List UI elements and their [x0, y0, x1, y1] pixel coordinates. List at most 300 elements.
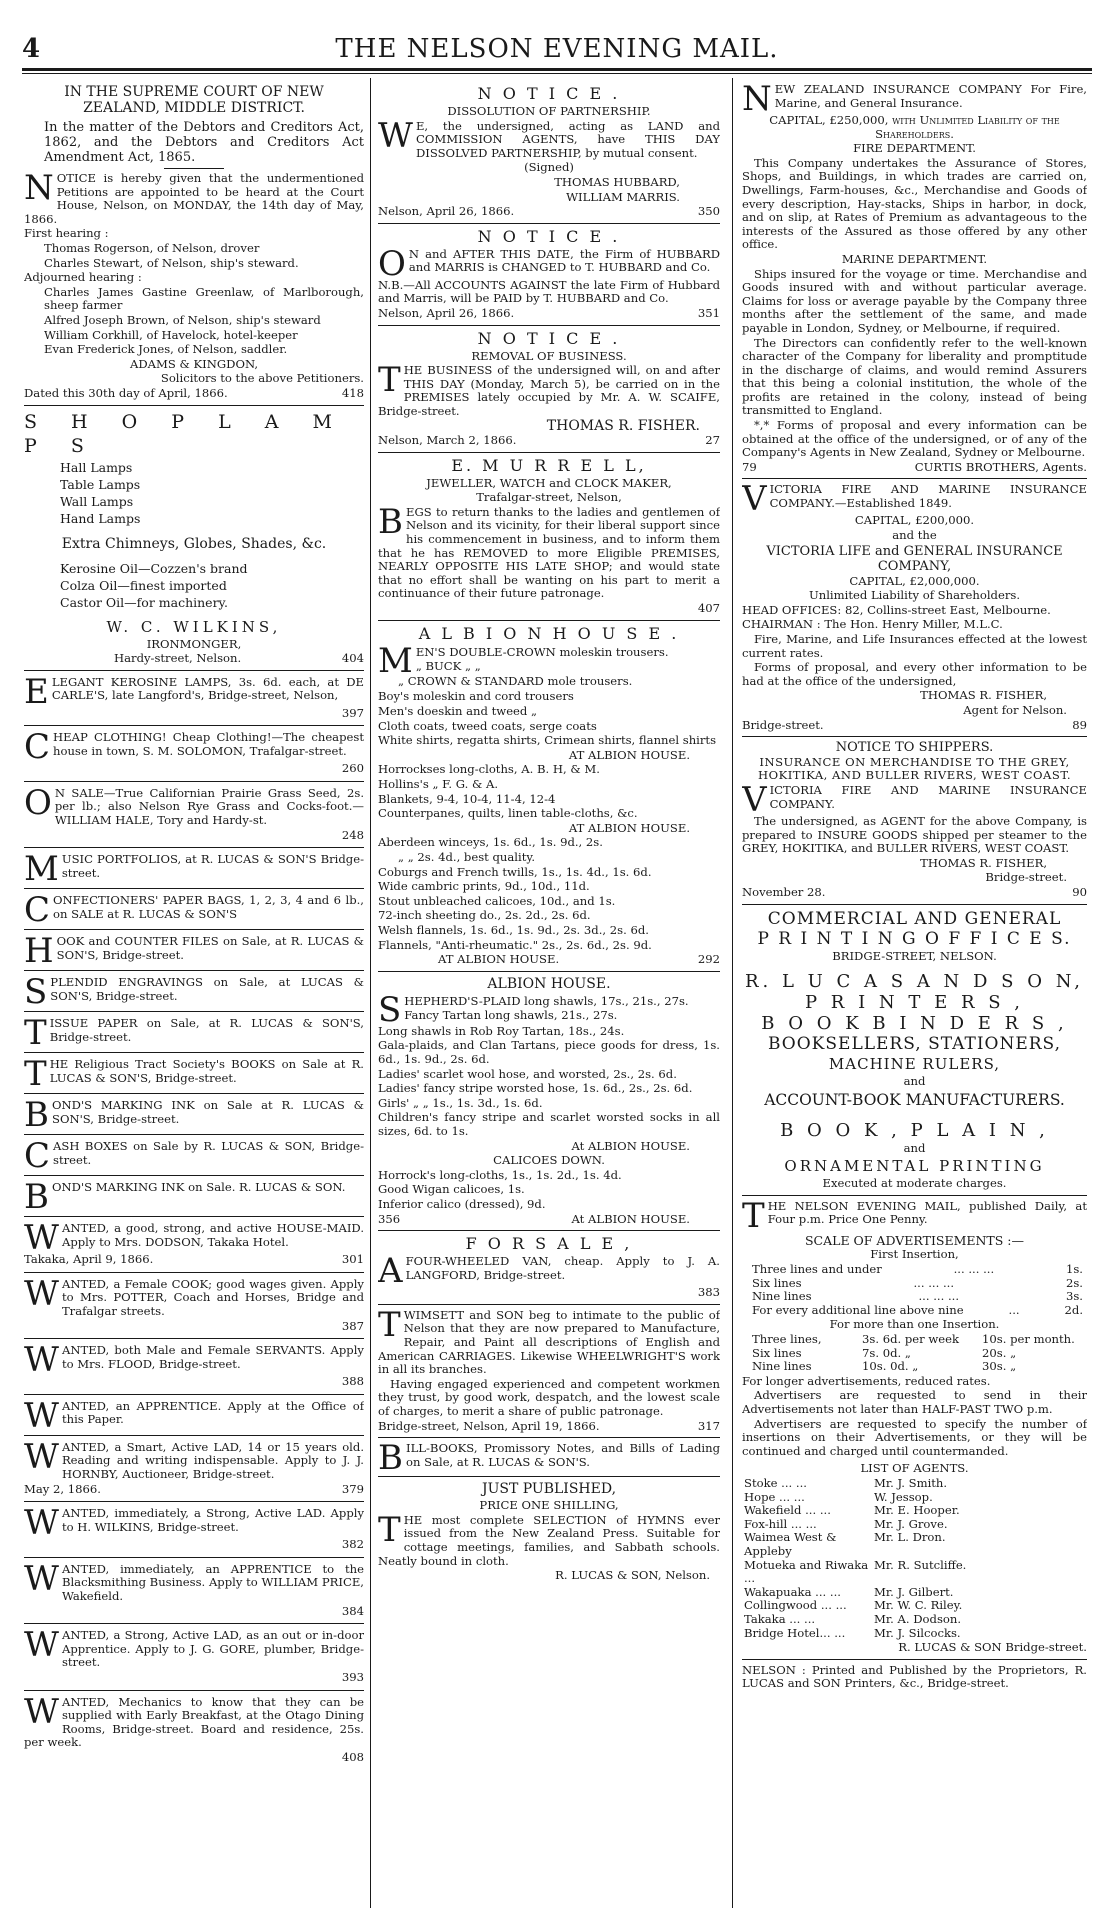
ad-number: 408: [341, 1749, 364, 1764]
oil-item: Kerosine Oil—Cozzen's brand: [60, 560, 248, 576]
nz-insurance-ad: [742, 83, 1087, 474]
classified-ad-text: ANTED, a good, strong, and active HOUSE-MAID. Apply to Mrs. DODSON, Takaka Hotel.: [61, 1222, 364, 1249]
classified-ad: [24, 1221, 364, 1268]
albion-line: Good Wigan calicoes, 1s.: [378, 1182, 525, 1197]
drop-cap: B: [378, 505, 403, 542]
longer-text: For longer advertisements, reduced rates.: [742, 1373, 991, 1388]
albion-line: Horrock's long-cloths, 1s., 1s. 2d., 1s. 4d.: [378, 1167, 622, 1182]
rate-week: 7s. 0d. „: [862, 1345, 911, 1360]
victoria-chairman: CHAIRMAN : The Hon. Henry Miller, M.L.C.: [742, 617, 1003, 632]
notice-body: [378, 248, 720, 278]
rate-row: [742, 1360, 1087, 1374]
agents-name: CURTIS BROTHERS, Agents.: [914, 459, 1087, 474]
printing-line: ORNAMENTAL PRINTING: [784, 1157, 1045, 1176]
drop-cap: O: [24, 786, 52, 823]
classified-ad: [24, 1399, 364, 1431]
agent-name: Mr. J. Grove.: [874, 1516, 948, 1531]
classified-ad-body: [24, 1099, 364, 1129]
fire-heading: FIRE DEPARTMENT.: [853, 141, 976, 156]
wilkins-address: Hardy-street, Nelson.: [114, 651, 242, 666]
agents-list: [742, 1477, 1087, 1640]
newspaper-title: THE NELSON EVENING MAIL.: [335, 34, 779, 64]
lamp-item: Wall Lamps: [60, 493, 134, 509]
classified-ad-text: ANTED, an APPRENTICE. Apply at the Office of this Paper.: [61, 1399, 364, 1427]
classified-ad-body: [24, 1507, 364, 1537]
ad-number: 292: [697, 952, 720, 967]
lamps-extra: Extra Chimneys, Globes, Shades, &c.: [61, 535, 327, 552]
albion-at: AT ALBION HOUSE.: [568, 820, 690, 835]
ad-number: 384: [341, 1603, 364, 1618]
murrell-text: EGS to return thanks to the ladies and gentlemen of Nelson and its vicinity, for their liberal support since his commencement in business, and to inform them that he has REMOVED to more Eligible PREMISES, NEARLY OPPOSITE HIS LATE SHOP; and would state that no effort shall be wanting on his part to merit a continuance of their future patronage.: [378, 505, 720, 601]
separator: [742, 904, 1087, 905]
court-body: [24, 172, 364, 226]
drop-cap: M: [24, 853, 59, 884]
ad-number: 418: [341, 385, 364, 400]
drop-cap: W: [24, 1277, 59, 1314]
court-matter: In the matter of the Debtors and Creditors Act, 1862, and the Debtors and Creditors Act Amendment Act, 1865.: [44, 120, 364, 165]
notice-heading: N O T I C E .: [477, 226, 621, 246]
drop-cap: W: [378, 119, 413, 156]
rate-value: 1s.: [1065, 1262, 1083, 1277]
published-signer: R. LUCAS & SON, Nelson.: [555, 1568, 710, 1583]
agent-name: Mr. J. Gilbert.: [874, 1584, 954, 1599]
shippers-agent-address: Bridge-street.: [985, 870, 1067, 885]
drop-cap: B: [24, 1099, 49, 1130]
agent-place: Stoke ... ...: [744, 1475, 807, 1490]
classified-ad-body: [24, 935, 364, 965]
classified-ad-text: ANTED, immediately, a Strong, Active LAD. Apply to H. WILKINS, Bridge-street.: [61, 1507, 364, 1534]
billbooks-body: [378, 1442, 720, 1472]
drop-cap: T: [24, 1017, 47, 1048]
classified-ad: [24, 1180, 364, 1212]
classified-ad-text: ANTED, a Smart, Active LAD, 14 or 15 years old. Reading and writing indispensable. Apply to J. J. HORNBY, Auctioneer, Bridge-street.: [61, 1440, 364, 1481]
albion-heading: A L B I O N H O U S E .: [418, 623, 680, 643]
albion-line: Blankets, 9-4, 10-4, 11-4, 12-4: [378, 791, 556, 806]
notice-body: [378, 120, 720, 161]
drop-cap: T: [378, 1513, 401, 1550]
mail-signer: R. LUCAS & SON Bridge-street.: [898, 1640, 1087, 1655]
albion-line: 72-inch sheeting do., 2s. 2d., 2s. 6d.: [378, 908, 591, 923]
classified-ad-text: OOK and COUNTER FILES on Sale, at R. LUCAS & SON'S, Bridge-street.: [56, 935, 364, 962]
drop-cap: B: [378, 1442, 403, 1473]
published-body: [378, 1514, 720, 1568]
agents-heading: LIST OF AGENTS.: [860, 1461, 969, 1476]
victoria-unlimited: Unlimited Liability of Shareholders.: [808, 588, 1021, 603]
ad-number: 260: [341, 761, 364, 776]
agent-row: [742, 1599, 1087, 1613]
albion-line: Cloth coats, tweed coats, serge coats: [378, 718, 597, 733]
victoria-title: [742, 483, 1087, 513]
victoria-agent-name: THOMAS R. FISHER,: [920, 688, 1047, 703]
printing-line: R. L U C A S A N D S O N,: [744, 971, 1085, 993]
classified-ad-body: [24, 1140, 364, 1170]
twimsett-body: [378, 1309, 720, 1377]
albion-line: Coburgs and French twills, 1s., 1s. 4d., 1s. 6d.: [378, 864, 652, 879]
agent-row: [742, 1518, 1087, 1532]
for-sale-heading: F O R S A L E ,: [465, 1234, 633, 1254]
classified-ad: [24, 1562, 364, 1619]
drop-cap: W: [24, 1399, 59, 1430]
drop-cap: T: [378, 1308, 401, 1345]
drop-cap: A: [378, 1255, 403, 1286]
murrell-body: [378, 506, 720, 601]
victoria-text: Fire, Marine, and Life Insurances effected at the lowest current rates.: [742, 632, 1087, 660]
separator: [24, 929, 364, 930]
drop-cap: T: [378, 364, 401, 401]
oil-item: Colza Oil—finest imported: [60, 577, 227, 593]
agent-row: [742, 1477, 1087, 1491]
drop-cap: T: [24, 1058, 47, 1089]
ad-number: 382: [341, 1537, 364, 1552]
agent-place: Motueka and Riwaka ...: [744, 1557, 869, 1586]
albion-line: Fancy Tartan long shawls, 21s., 27s.: [404, 1008, 618, 1023]
separator: [24, 1052, 364, 1053]
albion-lines: [378, 994, 720, 1024]
drop-cap: W: [24, 1629, 59, 1666]
agent-row: [742, 1627, 1087, 1641]
notice-heading: N O T I C E .: [477, 84, 621, 103]
albion-line: Boy's moleskin and cord trousers: [378, 689, 574, 704]
lamps-heading: S H O P L A M P S: [24, 410, 346, 457]
classified-ad: [24, 1506, 364, 1553]
classified-ad-text: PLENDID ENGRAVINGS on Sale, at LUCAS & SON'S, Bridge-street.: [50, 976, 364, 1003]
printing-line: BRIDGE-STREET, NELSON.: [832, 948, 997, 963]
classified-ad-body: [24, 853, 364, 883]
printing-line: MACHINE RULERS,: [828, 1055, 1001, 1074]
ad-number: 407: [697, 601, 720, 616]
classified-ad-text: USIC PORTFOLIOS, at R. LUCAS & SON'S Bridge-street.: [61, 853, 364, 880]
classified-ad-body: [24, 1441, 364, 1482]
classified-ad: [24, 1057, 364, 1089]
date: Bridge-street, Nelson, April 19, 1866.: [378, 1418, 600, 1433]
agent-place: Fox-hill ... ...: [744, 1516, 817, 1531]
signer: WILLIAM MARRIS.: [566, 189, 680, 204]
court-notice-text: OTICE is hereby given that the undermentioned Petitions are appointed to be heard at the Court House, Nelson, on MONDAY, the 14th day of May, 1866.: [24, 172, 364, 226]
rate-row: [742, 1333, 1087, 1347]
separator: [378, 325, 720, 326]
albion-footer: [378, 1213, 720, 1227]
for-sale-body: [378, 1255, 720, 1285]
agent-place: Wakapuaka ... ...: [744, 1584, 841, 1599]
drop-cap: W: [24, 1562, 59, 1599]
classified-ad-body: [24, 1017, 364, 1047]
classified-ad-text: ONFECTIONERS' PAPER BAGS, 1, 2, 3, 4 and 6 lb., on SALE at R. LUCAS & SON'S: [53, 894, 364, 921]
twimsett-text-2: Having engaged experienced and competent workmen they trust, by good work, despatch, and the lowest scale of charges, to merit a share of public patronage.: [378, 1376, 720, 1418]
printing-line: P R I N T I N G O F F I C E S.: [757, 928, 1072, 949]
albion-line: Hollins's „ F. G. & A.: [378, 776, 499, 791]
classified-ad: [24, 1016, 364, 1048]
ad-number: 248: [341, 827, 364, 842]
separator: [24, 1134, 364, 1135]
signed-label: (Signed): [524, 160, 574, 175]
ad-number: 89: [1072, 717, 1087, 732]
court-dated: [24, 387, 364, 401]
notice-text: N and AFTER THIS DATE, the Firm of HUBBARD and MARRIS is CHANGED to T. HUBBARD and Co.: [408, 247, 720, 275]
classified-ad: [24, 675, 364, 722]
albion-heading: ALBION HOUSE.: [487, 975, 611, 992]
classified-ad-body: [24, 676, 364, 706]
agent-name: Mr. A. Dodson.: [874, 1611, 962, 1626]
classified-ad: [24, 975, 364, 1007]
for-sale-text: FOUR-WHEELED VAN, cheap. Apply to J. A. LANGFORD, Bridge-street.: [405, 1255, 720, 1282]
directors-text: The Directors can confidently refer to the well-known character of the Company for liberality and promptitude in the discharge of claims, and would remind Assurers that this being a colonial institution, the whole of the profits are retained in the colony, instead of being transmitted to England.: [742, 335, 1087, 418]
ad-number: 27: [705, 433, 720, 448]
separator: [24, 888, 364, 889]
ad-number: 379: [341, 1481, 364, 1496]
classified-ad-text: ANTED, Mechanics to know that they can be supplied with Early Breakfast, at the Otago Dining Rooms, Bridge-street. Board and residence, 25s. per week.: [24, 1695, 364, 1750]
separator: [24, 1011, 364, 1012]
oil-item: Castor Oil—for machinery.: [60, 594, 228, 610]
rate-week: 10s. 0d. „: [862, 1359, 919, 1374]
albion-at: AT ALBION HOUSE.: [438, 952, 560, 967]
albion-at: AT ALBION HOUSE.: [568, 747, 690, 762]
mail-body: [742, 1200, 1087, 1230]
published-text: HE most complete SELECTION of HYMNS ever issued from the New Zealand Press. Suitable for cottage meetings, families, and Sabbath schools. Neatly bound in cloth.: [378, 1513, 720, 1568]
drop-cap: W: [24, 1695, 59, 1732]
albion-line: White shirts, regatta shirts, Crimean shirts, flannel shirts: [378, 733, 717, 748]
separator: [164, 168, 224, 169]
albion-at: At ALBION HOUSE.: [571, 1211, 690, 1226]
lamp-item: Table Lamps: [60, 476, 141, 492]
classified-ad-text: HE Religious Tract Society's BOOKS on Sale at R. LUCAS & SON'S, Bridge-street.: [49, 1058, 364, 1085]
drop-cap: S: [378, 993, 402, 1024]
separator: [24, 1501, 364, 1502]
rate-month: 20s. „: [982, 1345, 1017, 1360]
printing-line: B O O K , P L A I N ,: [780, 1119, 1049, 1141]
classified-ad-body: [24, 1344, 364, 1374]
classified-ad: [24, 1343, 364, 1390]
nz-insurance-title-text: EW ZEALAND INSURANCE COMPANY For Fire, Marine, and General Insurance.: [774, 83, 1087, 110]
separator: [378, 971, 720, 972]
rate-label: Six lines: [752, 1345, 802, 1360]
agent-name: W. Jessop.: [874, 1489, 933, 1504]
agent-place: Hope ... ...: [744, 1489, 805, 1504]
agent-name: Mr. L. Dron.: [874, 1530, 946, 1545]
published-heading: JUST PUBLISHED,: [481, 1481, 617, 1498]
classified-ad-footer: [24, 1483, 364, 1497]
notice-body: [378, 364, 720, 418]
separator: [24, 405, 364, 406]
classified-ad: [24, 1277, 364, 1334]
notice-subheading: DISSOLUTION OF PARTNERSHIP.: [447, 104, 651, 118]
separator: [378, 1304, 720, 1305]
twimsett-ad: [378, 1309, 720, 1433]
masthead-rule: [22, 68, 1092, 71]
adjourned-item: Charles James Gastine Greenlaw, of Marlborough, sheep farmer: [44, 284, 364, 313]
separator: [24, 1623, 364, 1624]
adjourned-label: Adjourned hearing :: [24, 270, 142, 285]
rates-table: [742, 1263, 1087, 1317]
classified-ad-body: [24, 1696, 364, 1750]
classified-ad-body: [24, 1222, 364, 1252]
ad-number: 356: [378, 1211, 401, 1226]
date-row: [378, 1420, 720, 1434]
albion-line: Aberdeen winceys, 1s. 6d., 1s. 9d., 2s.: [378, 835, 603, 850]
rate-label: Nine lines: [752, 1359, 812, 1374]
albion-line: Welsh flannels, 1s. 6d., 1s. 9d., 2s. 3d., 2s. 6d.: [378, 922, 649, 937]
victoria-ad: [742, 483, 1087, 732]
billbooks-ad: [378, 1442, 720, 1472]
notice-text: E, the undersigned, acting as LAND and COMMISSION AGENTS, have THIS DAY DISSOLVED PARTNERSHIP, by mutual consent.: [415, 119, 720, 160]
adjourned-item: William Corkhill, of Havelock, hotel-keeper: [44, 327, 298, 342]
separator: [742, 1195, 1087, 1196]
forms-text: *,* Forms of proposal and every information can be obtained at the office of the undersigned, or of any of the Company's Agents in New Zealand, Sydney or Melbourne.: [742, 418, 1087, 460]
shippers-notice: [742, 741, 1087, 899]
albion-line: Gala-plaids, and Clan Tartans, piece goods for dress, 1s. 6d., 1s. 9d., 2s. 6d.: [378, 1038, 720, 1067]
separator: [24, 1216, 364, 1217]
albion-line: „ CROWN & STANDARD mole trousers.: [398, 673, 633, 688]
shippers-sub: INSURANCE ON MERCHANDISE TO THE GREY, HOKITIKA, AND BULLER RIVERS, WEST COAST.: [757, 754, 1072, 783]
albion-line: Men's doeskin and tweed „: [378, 704, 538, 718]
ad-number: 350: [697, 204, 720, 219]
rate-row: [742, 1277, 1087, 1291]
published-price: PRICE ONE SHILLING,: [479, 1498, 619, 1513]
published-ad: [378, 1481, 720, 1583]
lamps-ad: [24, 410, 364, 666]
drop-cap: W: [24, 1507, 59, 1538]
ad-number: 383: [697, 1285, 720, 1300]
murrell-address: Trafalgar-street, Nelson,: [476, 490, 622, 505]
albion-at: At ALBION HOUSE.: [571, 1138, 690, 1153]
albion-line: „ BUCK „ „: [415, 659, 481, 674]
separator: [742, 736, 1087, 737]
agent-row: [742, 1613, 1087, 1627]
printing-line: and: [903, 1140, 926, 1155]
classified-ad-body: [24, 976, 364, 1006]
victoria-footer: [742, 719, 1087, 733]
classified-ad-text: OND'S MARKING INK on Sale. R. LUCAS & SON.: [52, 1181, 346, 1195]
rate-label: Six lines: [752, 1275, 802, 1290]
victoria-title-text: ICTORIA FIRE AND MARINE INSURANCE COMPANY.—Established 1849.: [769, 483, 1087, 511]
classified-ad-footer: [24, 1253, 364, 1267]
ad-number: 393: [341, 1669, 364, 1684]
adjourned-item: Alfred Joseph Brown, of Nelson, ship's steward: [44, 312, 321, 327]
date: Nelson, April 26, 1866.: [378, 305, 515, 320]
dissolution-notice: [378, 85, 720, 219]
drop-cap: W: [24, 1344, 59, 1375]
separator: [24, 781, 364, 782]
ad-number: 79: [742, 459, 757, 474]
murrell-trade: JEWELLER, WATCH and CLOCK MAKER,: [426, 475, 672, 490]
mail-text: HE NELSON EVENING MAIL, published Daily, at Four p.m. Price One Penny.: [767, 1199, 1087, 1227]
printing-line: ACCOUNT-BOOK MANUFACTURERS.: [764, 1090, 1065, 1109]
date: November 28.: [742, 884, 826, 899]
classified-ad: [24, 1628, 364, 1685]
classified-ad-text: ANTED, both Male and Female SERVANTS. Apply to Mrs. FLOOD, Bridge-street.: [61, 1344, 364, 1371]
drop-cap: C: [24, 731, 51, 762]
wilkins-address-row: [24, 652, 364, 666]
printing-line: COMMERCIAL AND GENERAL: [767, 908, 1062, 929]
classified-ad: [24, 934, 364, 966]
victoria-head-offices: HEAD OFFICES: 82, Collins-street East, Melbourne.: [742, 602, 1051, 617]
ad-number: 404: [341, 651, 364, 666]
ad-number: 301: [341, 1252, 364, 1267]
albion-line: Wide cambric prints, 9d., 10d., 11d.: [378, 879, 590, 894]
classified-ad-text: ANTED, a Strong, Active LAD, as an out or in-door Apprentice. Apply to J. G. GORE, plumber, Bridge-street.: [61, 1629, 364, 1670]
shippers-title: [742, 784, 1087, 814]
classified-ad-body: [24, 1058, 364, 1088]
notice-nb: N.B.—All ACCOUNTS AGAINST the late Firm of Hubbard and Marris, will be PAID by T. HUBBARD and Co.: [378, 277, 720, 306]
classified-ad-body: [24, 1563, 364, 1604]
agent-row: [742, 1559, 1087, 1586]
rates-table-2: [742, 1333, 1087, 1374]
court-notice: [24, 84, 364, 401]
victoria-agent-role: Agent for Nelson.: [963, 702, 1067, 717]
classified-ad: [24, 1695, 364, 1766]
drop-cap: M: [378, 644, 413, 681]
classified-ad-date: Takaka, April 9, 1866.: [24, 1252, 154, 1267]
rate-label: Three lines and under: [752, 1262, 882, 1277]
classified-ad-text: ANTED, immediately, an APPRENTICE to the Blacksmithing Business. Apply to WILLIAM PRICE, Wakefield.: [61, 1562, 364, 1603]
drop-cap: H: [24, 935, 54, 966]
drop-cap: B: [24, 1181, 49, 1212]
evening-mail-ad: [742, 1200, 1087, 1655]
separator: [24, 1557, 364, 1558]
drop-cap: E: [24, 675, 49, 706]
classified-ad-text: HEAP CLOTHING! Cheap Clothing!—The cheapest house in town, S. M. SOLOMON, Trafalgar-street.: [53, 731, 364, 758]
classified-ad: [24, 893, 364, 925]
albion-line: Counterpanes, quilts, linen table-cloths, &c.: [378, 806, 638, 821]
drop-cap: W: [24, 1440, 59, 1477]
murrell-ad: [378, 457, 720, 616]
first-hearing-item: Thomas Rogerson, of Nelson, drover: [44, 240, 260, 255]
masthead-rule-thin: [22, 73, 1092, 74]
agent-name: Mr. J. Silcocks.: [874, 1625, 961, 1640]
adjourned-item: Evan Frederick Jones, of Nelson, saddler.: [44, 342, 288, 357]
classified-ad-text: N SALE—True Californian Prairie Grass Seed, 2s. per lb.; also Nelson Rye Grass and Cocks-foot.—WILLIAM HALE, Tory and Hardy-st.: [54, 786, 364, 828]
agent-row: [742, 1586, 1087, 1600]
albion-footer: [378, 953, 720, 967]
separator: [378, 620, 720, 621]
shippers-agent-name: THOMAS R. FISHER,: [920, 855, 1047, 870]
classified-ad-text: ASH BOXES on Sale by R. LUCAS & SON, Bridge-street.: [53, 1140, 364, 1167]
shippers-footer: [742, 886, 1087, 900]
rate-dots: ... ... ...: [913, 1275, 955, 1290]
ad-number: 317: [697, 1418, 720, 1433]
nz-insurance-capital: CAPITAL, £250,000, with Unlimited Liability of the Shareholders.: [769, 113, 1060, 141]
rate-week: 3s. 6d. per week: [862, 1332, 960, 1347]
printing-offices-ad: [742, 909, 1087, 1191]
drop-cap: V: [742, 483, 767, 514]
drop-cap: N: [24, 172, 54, 208]
classified-ad-text: OND'S MARKING INK on Sale at R. LUCAS & SON'S, Bridge-street.: [52, 1099, 364, 1126]
rate-row: [742, 1290, 1087, 1304]
rate-value: 2s.: [1065, 1275, 1083, 1290]
column-1: [24, 82, 364, 1912]
albion-line: Long shawls in Rob Roy Tartan, 18s., 24s.: [378, 1023, 625, 1038]
albion-ad-1: [378, 625, 720, 967]
column-2: [378, 82, 720, 1912]
classified-ad-body: [24, 1400, 364, 1430]
court-date: Dated this 30th day of April, 1866.: [24, 385, 228, 400]
calicoes-heading: CALICOES DOWN.: [493, 1153, 605, 1168]
advertisers-text: Advertisers are requested to send in their Advertisements not later than HALF-PAST TWO p.m.: [742, 1388, 1087, 1416]
court-signer: ADAMS & KINGDON,: [129, 356, 259, 371]
marine-text: Ships insured for the voyage or time. Merchandise and Goods insured with and without particular average. Claims for loss or average payable by the Company three months after the settlement of the same, and made payable in London, Sydney, or Melbourne, if required.: [742, 266, 1087, 335]
separator: [24, 1394, 364, 1395]
classified-ad-body: [24, 1629, 364, 1670]
drop-cap: N: [742, 83, 772, 113]
agent-name: Mr. J. Smith.: [874, 1475, 948, 1490]
albion-ad-2: [378, 976, 720, 1227]
drop-cap: C: [24, 894, 51, 925]
victoria-and: and the: [892, 528, 937, 543]
separator: [24, 847, 364, 848]
lamp-item: Hall Lamps: [60, 459, 133, 475]
albion-line: Girls' „ „ 1s., 1s. 3d., 1s. 6d.: [378, 1095, 543, 1110]
court-signer-role: Solicitors to the above Petitioners.: [160, 371, 364, 386]
agent-name: Mr. R. Sutcliffe.: [874, 1557, 967, 1572]
